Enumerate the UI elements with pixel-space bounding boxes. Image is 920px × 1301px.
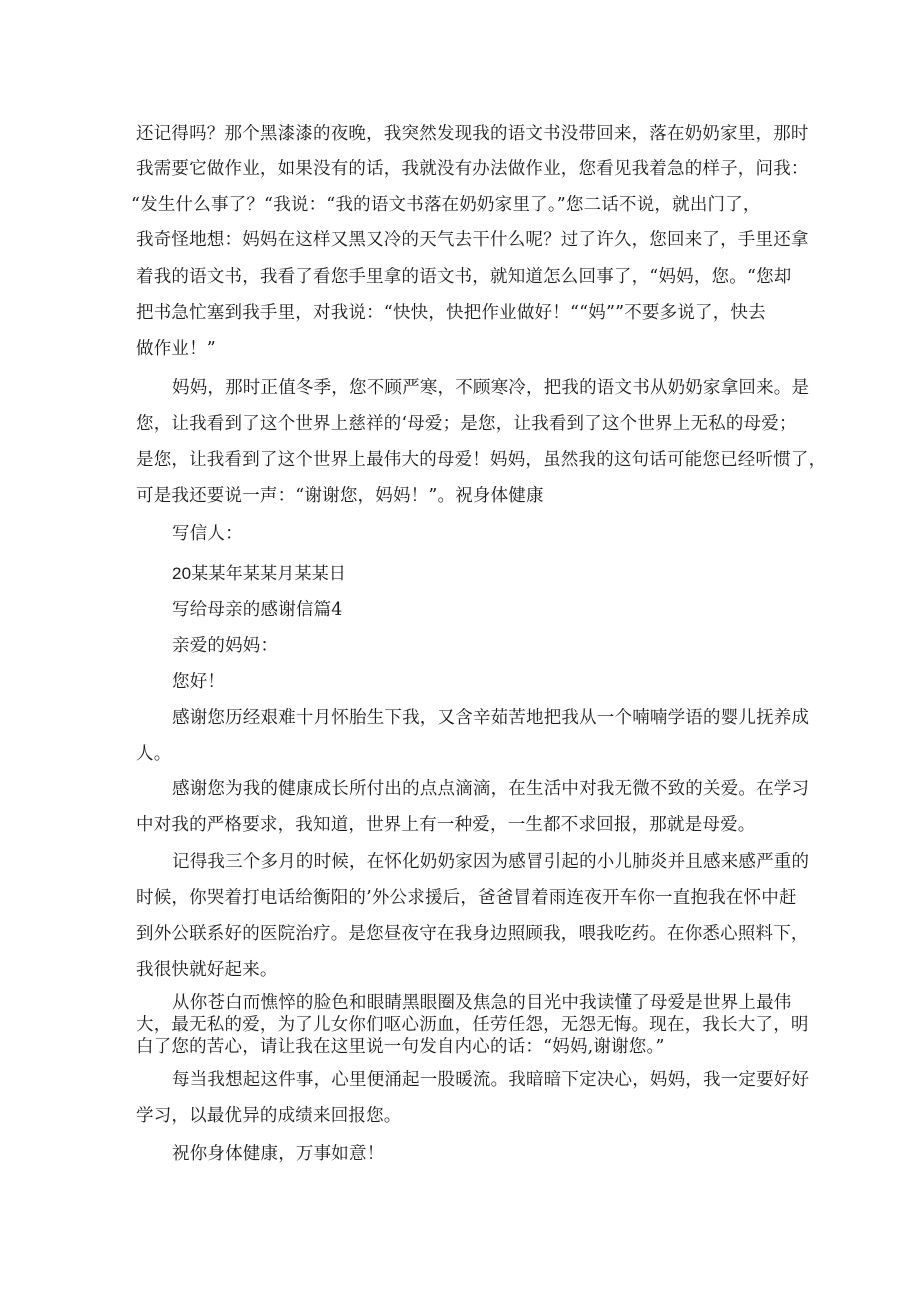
text-line: 每当我想起这件事，心里便涌起一股暖流。我暗暗下定决心，妈妈，我一定要好好 [172,1070,810,1090]
text-line: 您，让我看到了这个世界上慈祥的‘母爱；是您，让我看到了这个世界上无私的母爱； [136,414,797,434]
text-line: 我很快就好起来。 [136,960,278,980]
text-line: 人。 [136,744,172,764]
text-line: 从你苍白而憔悴的脸色和眼睛黑眼圈及焦急的目光中我读懂了母爱是世界上最伟 [172,993,792,1013]
section-title: 写给母亲的感谢信篇4 [172,600,343,620]
text-line: 着我的语文书，我看了看您手里拿的语文书，就知道怎么回事了，“妈妈，您。“您却 [136,267,792,287]
salutation: 亲爱的妈妈： [172,636,279,656]
text-line: 我奇怪地想：妈妈在这样又黑又冷的天气去干什么呢？过了许久，您回来了，手里还拿 [136,230,809,250]
text-line: 感谢您为我的健康成长所付出的点点滴滴，在生活中对我无微不致的关爱。在学习 [172,779,810,799]
text-line: 时候，你哭着打电话给衡阳的’外公求援后，爸爸冒着雨连夜开车你一直抱我在怀中赶 [136,888,797,908]
text-line: 还记得吗？那个黑漆漆的夜晚，我突然发现我的语文书没带回来，落在奶奶家里，那时 [136,124,809,144]
text-line: 到外公联系好的医院治疗。是您昼夜守在我身边照顾我，喂我吃药。在你悉心照料下， [136,924,809,944]
signature-label: 写信人： [172,524,243,544]
text-line: 感谢您历经艰难十月怀胎生下我，又含辛茹苦地把我从一个喃喃学语的婴儿抚养成 [172,708,810,728]
text-line: 做作业！” [136,339,216,359]
text-line: 白了您的苦心，请让我在这里说一句发自内心的话：“妈妈,谢谢您。” [136,1037,665,1057]
text-line: 大，最无私的爱，为了儿女你们呕心沥血，任劳任怨，无怨无悔。现在，我长大了，明 [136,1015,809,1035]
greeting: 您好！ [172,672,226,692]
text-line: 把书急忙塞到我手里，对我说：“快快，快把作业做好！““妈””不要多说了，快去 [136,303,766,323]
text-line: 记得我三个多月的时候，在怀化奶奶家因为感冒引起的小儿肺炎并且感来感严重的 [172,852,810,872]
text-line: 中对我的严格要求，我知道，世界上有一种爱，一生都不求回报，那就是母爱。 [136,815,756,835]
letter-date: 20某某年某某月某某日 [172,564,347,583]
closing-wish: 祝你身体健康，万事如意！ [172,1144,385,1164]
text-line: 是您，让我看到了这个世界上最伟大的母爱！妈妈，虽然我的这句话可能您已经听惯了， [136,450,827,470]
text-line: 学习，以最优异的成绩来回报您。 [136,1106,402,1126]
text-line: “发生什么事了？“我说：“我的语文书落在奶奶家里了。”您二话不说，就出门了， [131,195,761,215]
text-line: 可是我还要说一声：“谢谢您，妈妈！”。祝身体健康 [136,486,544,506]
text-line: 妈妈，那时正值冬季，您不顾严寒，不顾寒冷，把我的语文书从奶奶家拿回来。是 [172,378,810,398]
text-line: 我需要它做作业，如果没有的话，我就没有办法做作业，您看见我着急的样子，问我： [136,159,809,179]
